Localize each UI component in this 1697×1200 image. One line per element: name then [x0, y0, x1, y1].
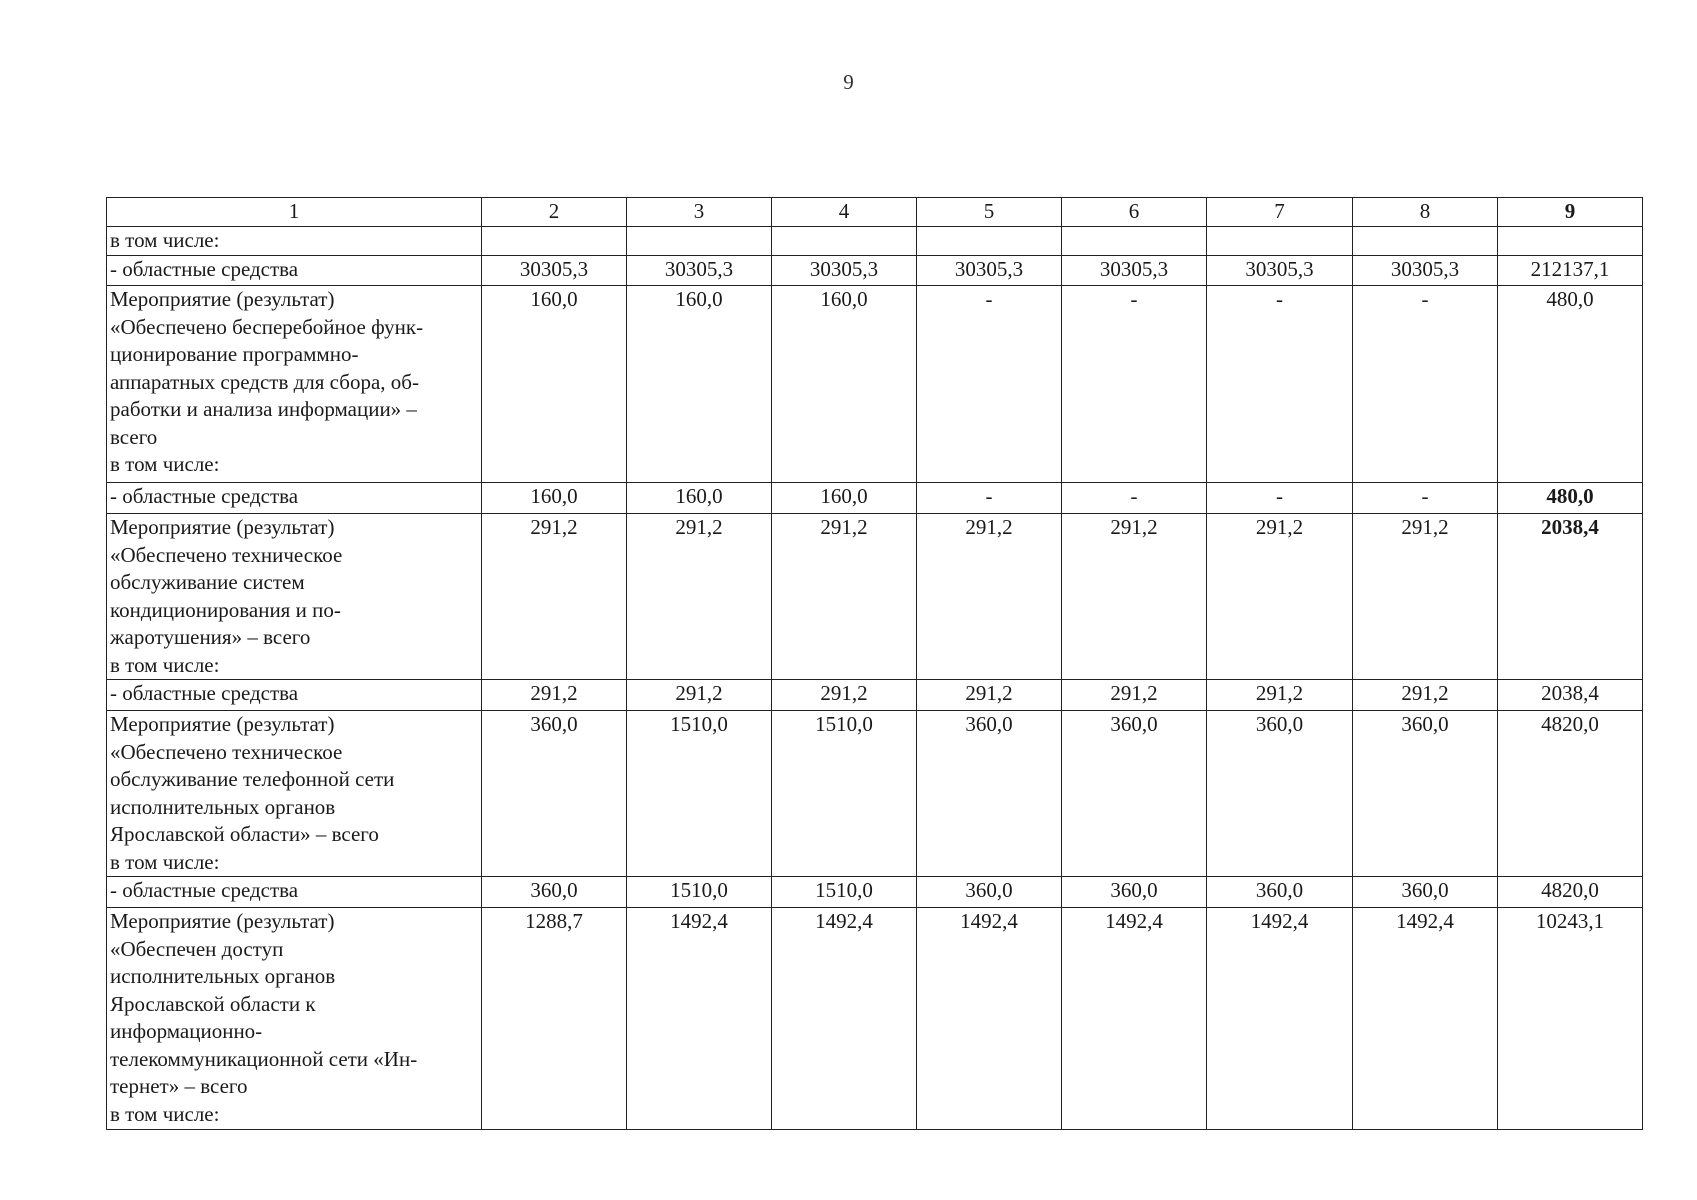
- row-label-cell: [107, 227, 482, 256]
- table-row: [107, 227, 1643, 256]
- row-label-line: обслуживание телефонной сети: [110, 767, 395, 791]
- value-cell: [627, 227, 772, 256]
- value-cell: 291,2: [482, 514, 627, 680]
- row-label-line: информационно-: [110, 1019, 263, 1043]
- value-cell: 4820,0: [1498, 711, 1643, 877]
- value-cell: 291,2: [772, 514, 917, 680]
- value-cell: 30305,3: [1062, 256, 1207, 286]
- row-label-line: ционирование программно-: [110, 342, 359, 366]
- value-cell: 291,2: [627, 680, 772, 711]
- row-label-line: телекоммуникационной сети «Ин-: [110, 1046, 418, 1071]
- row-label-cell: [107, 256, 482, 286]
- header-cell: 2: [482, 198, 627, 227]
- row-label-line: - областные средства: [110, 257, 299, 281]
- row-label-cell: [107, 908, 482, 1130]
- header-cell: 8: [1353, 198, 1498, 227]
- row-label-line: - областные средства: [110, 484, 299, 508]
- row-label-cell: [107, 483, 482, 514]
- value-cell: 480,0: [1498, 483, 1643, 514]
- table-row: [107, 877, 1643, 908]
- value-cell: [1353, 227, 1498, 256]
- row-label-cell: [107, 680, 482, 711]
- row-label-line: всего: [110, 424, 158, 449]
- value-cell: -: [1062, 483, 1207, 514]
- row-label-line: Мероприятие (результат): [110, 287, 335, 311]
- value-cell: 1492,4: [627, 908, 772, 1130]
- row-label-line: «Обеспечено техническое: [110, 739, 343, 764]
- header-cell: 4: [772, 198, 917, 227]
- row-label-line: «Обеспечен доступ: [110, 936, 284, 961]
- value-cell: 360,0: [1207, 711, 1353, 877]
- value-cell: 291,2: [1062, 680, 1207, 711]
- value-cell: 291,2: [1207, 680, 1353, 711]
- value-cell: 291,2: [1207, 514, 1353, 680]
- value-cell: 360,0: [917, 711, 1062, 877]
- value-cell: 30305,3: [772, 256, 917, 286]
- table-body: [107, 198, 1643, 1130]
- value-cell: 30305,3: [1207, 256, 1353, 286]
- value-cell: 212137,1: [1498, 256, 1643, 286]
- table-row: [107, 680, 1643, 711]
- table-row: [107, 483, 1643, 514]
- row-label-line: «Обеспечено техническое: [110, 542, 343, 567]
- row-label-line: в том числе:: [110, 1101, 220, 1126]
- table-row: [107, 908, 1643, 1130]
- row-label-line: в том числе:: [110, 849, 220, 874]
- row-label-line: Мероприятие (результат): [110, 712, 335, 736]
- value-cell: -: [1207, 286, 1353, 483]
- table-row: [107, 514, 1643, 680]
- row-label-cell: [107, 877, 482, 908]
- value-cell: 360,0: [1353, 877, 1498, 908]
- row-label-line: обслуживание систем: [110, 570, 305, 594]
- value-cell: 160,0: [482, 286, 627, 483]
- value-cell: 1492,4: [917, 908, 1062, 1130]
- row-label-line: в том числе:: [110, 228, 220, 252]
- value-cell: 360,0: [1062, 877, 1207, 908]
- value-cell: 291,2: [917, 680, 1062, 711]
- value-cell: 160,0: [627, 483, 772, 514]
- value-cell: 1492,4: [1062, 908, 1207, 1130]
- row-label-line: аппаратных средств для сбора, об-: [110, 369, 419, 394]
- value-cell: 480,0: [1498, 286, 1643, 483]
- value-cell: 291,2: [1062, 514, 1207, 680]
- row-label-line: «Обеспечено бесперебойное функ-: [110, 314, 424, 339]
- value-cell: 2038,4: [1498, 514, 1643, 680]
- header-cell: 3: [627, 198, 772, 227]
- row-label-line: работки и анализа информации» –: [110, 397, 417, 421]
- value-cell: 1288,7: [482, 908, 627, 1130]
- value-cell: -: [917, 483, 1062, 514]
- table-row: [107, 256, 1643, 286]
- table-row: [107, 711, 1643, 877]
- value-cell: 1510,0: [772, 877, 917, 908]
- value-cell: 360,0: [917, 877, 1062, 908]
- value-cell: 291,2: [1353, 680, 1498, 711]
- value-cell: [482, 227, 627, 256]
- value-cell: -: [917, 286, 1062, 483]
- value-cell: 10243,1: [1498, 908, 1643, 1130]
- value-cell: 30305,3: [627, 256, 772, 286]
- value-cell: 360,0: [482, 877, 627, 908]
- value-cell: 2038,4: [1498, 680, 1643, 711]
- value-cell: 291,2: [772, 680, 917, 711]
- row-label-line: - областные средства: [110, 878, 299, 902]
- value-cell: 360,0: [1062, 711, 1207, 877]
- row-label-line: в том числе:: [110, 452, 220, 476]
- value-cell: 1492,4: [1207, 908, 1353, 1130]
- value-cell: 291,2: [1353, 514, 1498, 680]
- value-cell: 160,0: [482, 483, 627, 514]
- value-cell: [917, 227, 1062, 256]
- value-cell: 291,2: [627, 514, 772, 680]
- table-row: [107, 286, 1643, 483]
- value-cell: 360,0: [1207, 877, 1353, 908]
- value-cell: -: [1353, 286, 1498, 483]
- value-cell: 160,0: [772, 286, 917, 483]
- value-cell: 291,2: [482, 680, 627, 711]
- value-cell: 360,0: [1353, 711, 1498, 877]
- value-cell: [1062, 227, 1207, 256]
- row-label-line: в том числе:: [110, 652, 220, 677]
- value-cell: [772, 227, 917, 256]
- value-cell: 360,0: [482, 711, 627, 877]
- header-row: [107, 198, 1643, 227]
- value-cell: 30305,3: [917, 256, 1062, 286]
- row-label-line: тернет» – всего: [110, 1074, 248, 1098]
- value-cell: [1498, 227, 1643, 256]
- value-cell: -: [1062, 286, 1207, 483]
- row-label-line: Мероприятие (результат): [110, 909, 335, 933]
- row-label-line: Ярославской области к: [110, 991, 316, 1016]
- row-label-line: - областные средства: [110, 681, 299, 705]
- row-label-line: кондиционирования и по-: [110, 597, 341, 622]
- value-cell: 1492,4: [1353, 908, 1498, 1130]
- value-cell: 1510,0: [627, 711, 772, 877]
- value-cell: 1510,0: [772, 711, 917, 877]
- header-cell: 5: [917, 198, 1062, 227]
- budget-table: [106, 197, 1643, 1130]
- row-label-cell: [107, 514, 482, 680]
- value-cell: 30305,3: [482, 256, 627, 286]
- row-label-line: Мероприятие (результат): [110, 515, 335, 539]
- row-label-cell: [107, 711, 482, 877]
- value-cell: -: [1207, 483, 1353, 514]
- value-cell: 1492,4: [772, 908, 917, 1130]
- header-cell: 7: [1207, 198, 1353, 227]
- value-cell: -: [1353, 483, 1498, 514]
- header-cell: 1: [107, 198, 482, 227]
- header-cell: 9: [1498, 198, 1643, 227]
- value-cell: 160,0: [772, 483, 917, 514]
- row-label-line: жаротушения» – всего: [110, 625, 311, 649]
- row-label-line: исполнительных органов: [110, 964, 336, 988]
- value-cell: 4820,0: [1498, 877, 1643, 908]
- value-cell: 160,0: [627, 286, 772, 483]
- header-cell: 6: [1062, 198, 1207, 227]
- row-label-line: исполнительных органов: [110, 794, 336, 819]
- value-cell: 1510,0: [627, 877, 772, 908]
- row-label-line: Ярославской области» – всего: [110, 822, 379, 846]
- row-label-cell: [107, 286, 482, 483]
- page-number: 9: [843, 70, 854, 94]
- value-cell: [1207, 227, 1353, 256]
- value-cell: 30305,3: [1353, 256, 1498, 286]
- value-cell: 291,2: [917, 514, 1062, 680]
